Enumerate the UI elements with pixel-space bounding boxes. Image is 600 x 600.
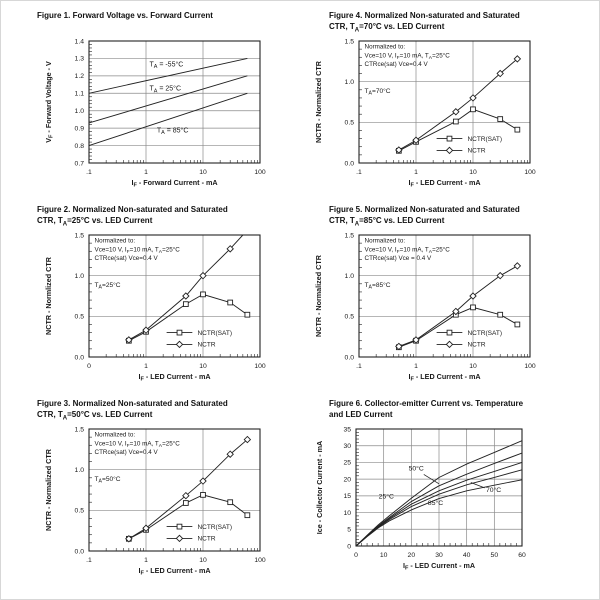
svg-text:10: 10 xyxy=(199,169,207,176)
svg-text:Ice - Collector Current - mA: Ice - Collector Current - mA xyxy=(315,440,324,535)
svg-text:CTRce(sat) Vce=0.4 V: CTRce(sat) Vce=0.4 V xyxy=(364,61,428,69)
svg-text:100: 100 xyxy=(524,363,536,370)
svg-text:0.9: 0.9 xyxy=(74,125,84,133)
svg-text:100: 100 xyxy=(254,557,266,564)
svg-text:100: 100 xyxy=(524,169,536,176)
svg-text:0.0: 0.0 xyxy=(344,354,354,362)
svg-text:0: 0 xyxy=(347,543,351,551)
svg-text:.1: .1 xyxy=(86,557,92,564)
svg-text:1.4: 1.4 xyxy=(74,38,84,46)
svg-text:0.5: 0.5 xyxy=(74,313,84,321)
svg-text:NCTR - Normlized CTR: NCTR - Normlized CTR xyxy=(44,257,53,335)
figure-6 xyxy=(311,396,597,587)
figure-6-title xyxy=(311,396,597,423)
svg-text:60: 60 xyxy=(518,552,526,559)
svg-text:10: 10 xyxy=(199,557,207,564)
figure-1-title-line1: Figure 1. Forward Voltage vs. Forward Current xyxy=(37,11,213,20)
svg-text:TA = 25°C: $T_A = 25^\circ C$ xyxy=(149,85,182,95)
svg-text:100: 100 xyxy=(254,169,266,176)
svg-text:1.0: 1.0 xyxy=(74,466,84,474)
svg-text:TA = 85°C: $T_A = 85^\circ C$ xyxy=(156,127,189,137)
svg-text:Vce=10 V, IF=10 mA, TA=25°C: Vce=10 V, $I_F=10$ mA, $T_A=25^\circ C$ xyxy=(364,52,450,61)
figure-5-title-line2: CTR, $T_A=85^\circ C$ vs. LED Current xyxy=(329,215,445,228)
svg-text:NCTR(SAT): NCTR(SAT) xyxy=(467,135,503,143)
svg-text:TA=25°C: $T_A=25^\circ C$ xyxy=(94,282,121,291)
svg-text:NCTR(SAT): NCTR(SAT) xyxy=(197,329,233,337)
svg-text:10: 10 xyxy=(469,363,477,370)
svg-text:Normalized to:: Normalized to: xyxy=(364,237,406,245)
svg-text:Normalized to:: Normalized to: xyxy=(364,43,406,51)
svg-text:25: 25 xyxy=(343,459,351,467)
svg-text:1: 1 xyxy=(414,363,418,370)
svg-text:IF - LED Current - mA: $I_F$ - LED Current - mA xyxy=(408,178,481,189)
svg-text:50°C: 50°C xyxy=(408,465,424,473)
svg-text:10: 10 xyxy=(469,169,477,176)
svg-text:NCTR - Normalized CTR: NCTR - Normalized CTR xyxy=(314,61,323,143)
svg-text:10: 10 xyxy=(343,509,351,517)
svg-text:35: 35 xyxy=(343,426,351,434)
svg-text:85°C: 85°C xyxy=(427,500,444,508)
svg-text:VF - Forward Voltage - V: $V_F$ - Forward Voltage - V xyxy=(44,61,55,143)
figure-3-title-line1: Figure 3. Normalized Non-saturated and Saturated xyxy=(37,399,228,408)
figure-4 xyxy=(311,8,597,199)
figure-6-chart xyxy=(311,423,583,581)
figure-5-title-line1: Figure 5. Normalized Non-saturated and Saturated xyxy=(329,205,520,214)
svg-text:NCTR: NCTR xyxy=(197,341,216,349)
svg-text:25°C: 25°C xyxy=(378,493,394,501)
svg-text:IF - Forward Current - mA: $I_F$ - Forward Current - mA xyxy=(131,178,218,189)
svg-text:10: 10 xyxy=(199,363,207,370)
svg-text:70°C: 70°C xyxy=(486,486,502,494)
svg-text:0.5: 0.5 xyxy=(74,507,84,515)
svg-text:Vce=10 V, IF=10 mA, TA=25°C: Vce=10 V, $I_F=10$ mA, $T_A=25^\circ C$ xyxy=(364,246,450,255)
svg-text:1.0: 1.0 xyxy=(74,108,84,116)
figure-4-title-line2: CTR, $T_A=70^\circ C$ vs. LED Current xyxy=(329,21,445,34)
figure-2-title-line1: Figure 2. Normalized Non-saturated and Saturated xyxy=(37,205,228,214)
svg-text:.1: .1 xyxy=(356,169,362,176)
svg-text:1.5: 1.5 xyxy=(74,426,84,434)
svg-text:Normalized to:: Normalized to: xyxy=(94,431,136,439)
figure-2-title xyxy=(19,202,305,229)
svg-text:0: 0 xyxy=(87,363,91,370)
svg-text:20: 20 xyxy=(407,552,416,559)
svg-text:IF - LED Current - mA: $I_F$ - LED Current - mA xyxy=(138,566,211,577)
svg-text:0.8: 0.8 xyxy=(74,142,84,150)
figure-1-title xyxy=(19,8,305,35)
figure-4-chart xyxy=(311,35,583,193)
svg-text:1.0: 1.0 xyxy=(74,272,84,280)
figure-5-chart xyxy=(311,229,583,387)
svg-text:CTRce(sat) Vce=0.4 V: CTRce(sat) Vce=0.4 V xyxy=(94,255,158,263)
svg-text:NCTR: NCTR xyxy=(197,535,216,543)
figure-3-title-line2: CTR, $T_A=50^\circ C$ vs. LED Current xyxy=(37,409,153,422)
svg-text:CTRce(sat) Vce=0.4 V: CTRce(sat) Vce=0.4 V xyxy=(94,449,158,457)
svg-text:1.5: 1.5 xyxy=(344,38,354,46)
svg-text:0: 0 xyxy=(354,552,358,559)
svg-text:NCTR - Normalized CTR: NCTR - Normalized CTR xyxy=(314,255,323,337)
svg-text:NCTR(SAT): NCTR(SAT) xyxy=(197,523,233,531)
svg-text:CTRce(sat) Vce = 0.4 V: CTRce(sat) Vce = 0.4 V xyxy=(364,255,432,263)
figure-2 xyxy=(19,202,305,393)
figure-6-title-line2: and LED Current xyxy=(329,409,393,419)
figure-3-chart xyxy=(19,423,291,581)
svg-text:15: 15 xyxy=(343,493,351,501)
svg-text:NCTR: NCTR xyxy=(467,341,486,349)
svg-text:1: 1 xyxy=(144,363,148,370)
svg-text:Vce=10 V, IF=10 mA, TA=25°C: Vce=10 V, $I_F=10$ mA, $T_A=25^\circ C$ xyxy=(94,440,180,449)
svg-text:1: 1 xyxy=(414,169,418,176)
figure-4-title-line1: Figure 4. Normalized Non-saturated and Saturated xyxy=(329,11,520,20)
svg-text:1.5: 1.5 xyxy=(74,232,84,240)
svg-text:1: 1 xyxy=(144,557,148,564)
svg-text:0.5: 0.5 xyxy=(344,119,354,127)
figure-2-title-line2: CTR, $T_A=25^\circ C$ vs. LED Current xyxy=(37,215,153,228)
svg-text:0.0: 0.0 xyxy=(74,548,84,556)
svg-text:Vce=10 V, IF=10 mA, TA=25°C: Vce=10 V, $I_F=10$ mA, $T_A=25^\circ C$ xyxy=(94,246,180,255)
svg-text:20: 20 xyxy=(343,476,351,484)
svg-text:1.5: 1.5 xyxy=(344,232,354,240)
figure-6-title-line1: Figure 6. Collector-emitter Current vs. Temperature xyxy=(329,399,524,408)
svg-text:TA=85°C: $T_A=85^\circ C$ xyxy=(364,282,391,291)
svg-text:0.0: 0.0 xyxy=(74,354,84,362)
figure-1-chart xyxy=(19,35,291,193)
svg-text:50: 50 xyxy=(490,552,499,559)
svg-text:1.0: 1.0 xyxy=(344,78,354,86)
svg-text:0.5: 0.5 xyxy=(344,313,354,321)
figure-4-title xyxy=(311,8,597,35)
figure-2-chart xyxy=(19,229,291,387)
svg-text:1.2: 1.2 xyxy=(74,73,84,81)
svg-text:5: 5 xyxy=(347,526,351,534)
svg-text:TA = -55°C: $T_A = -55^\circ C$ xyxy=(149,61,184,70)
svg-text:.1: .1 xyxy=(356,363,362,370)
svg-text:1.1: 1.1 xyxy=(74,90,84,98)
svg-text:IF - LED Current - mA: $I_F$ - LED Current - mA xyxy=(408,372,481,383)
svg-text:1.3: 1.3 xyxy=(74,55,84,63)
svg-text:NCTR - Normalized CTR: NCTR - Normalized CTR xyxy=(44,449,53,531)
figures-grid xyxy=(1,1,599,587)
svg-text:0.0: 0.0 xyxy=(344,160,354,168)
svg-text:NCTR: NCTR xyxy=(467,147,486,155)
figure-1 xyxy=(19,8,305,199)
svg-text:30: 30 xyxy=(435,552,443,559)
svg-text:40: 40 xyxy=(462,552,471,559)
svg-text:Normalized to:: Normalized to: xyxy=(94,237,136,245)
svg-text:IF - LED Current - mA: $I_F$ - LED Current - mA xyxy=(402,561,476,572)
svg-text:0.7: 0.7 xyxy=(74,160,84,168)
figure-3 xyxy=(19,396,305,587)
svg-text:1: 1 xyxy=(144,169,148,176)
svg-text:IF - LED Current - mA: $I_F$ - LED Current - mA xyxy=(138,372,211,383)
svg-text:NCTR(SAT): NCTR(SAT) xyxy=(467,329,503,337)
svg-text:10: 10 xyxy=(379,552,388,559)
svg-text:1.0: 1.0 xyxy=(344,272,354,280)
figure-3-title xyxy=(19,396,305,423)
svg-text:TA=70°C: $T_A=70^\circ C$ xyxy=(364,88,391,97)
figure-5 xyxy=(311,202,597,393)
svg-text:.1: .1 xyxy=(86,169,92,176)
svg-text:TA=50°C: $T_A=50^\circ C$ xyxy=(94,476,121,485)
svg-text:30: 30 xyxy=(343,443,351,451)
svg-text:100: 100 xyxy=(254,363,266,370)
figure-5-title xyxy=(311,202,597,229)
